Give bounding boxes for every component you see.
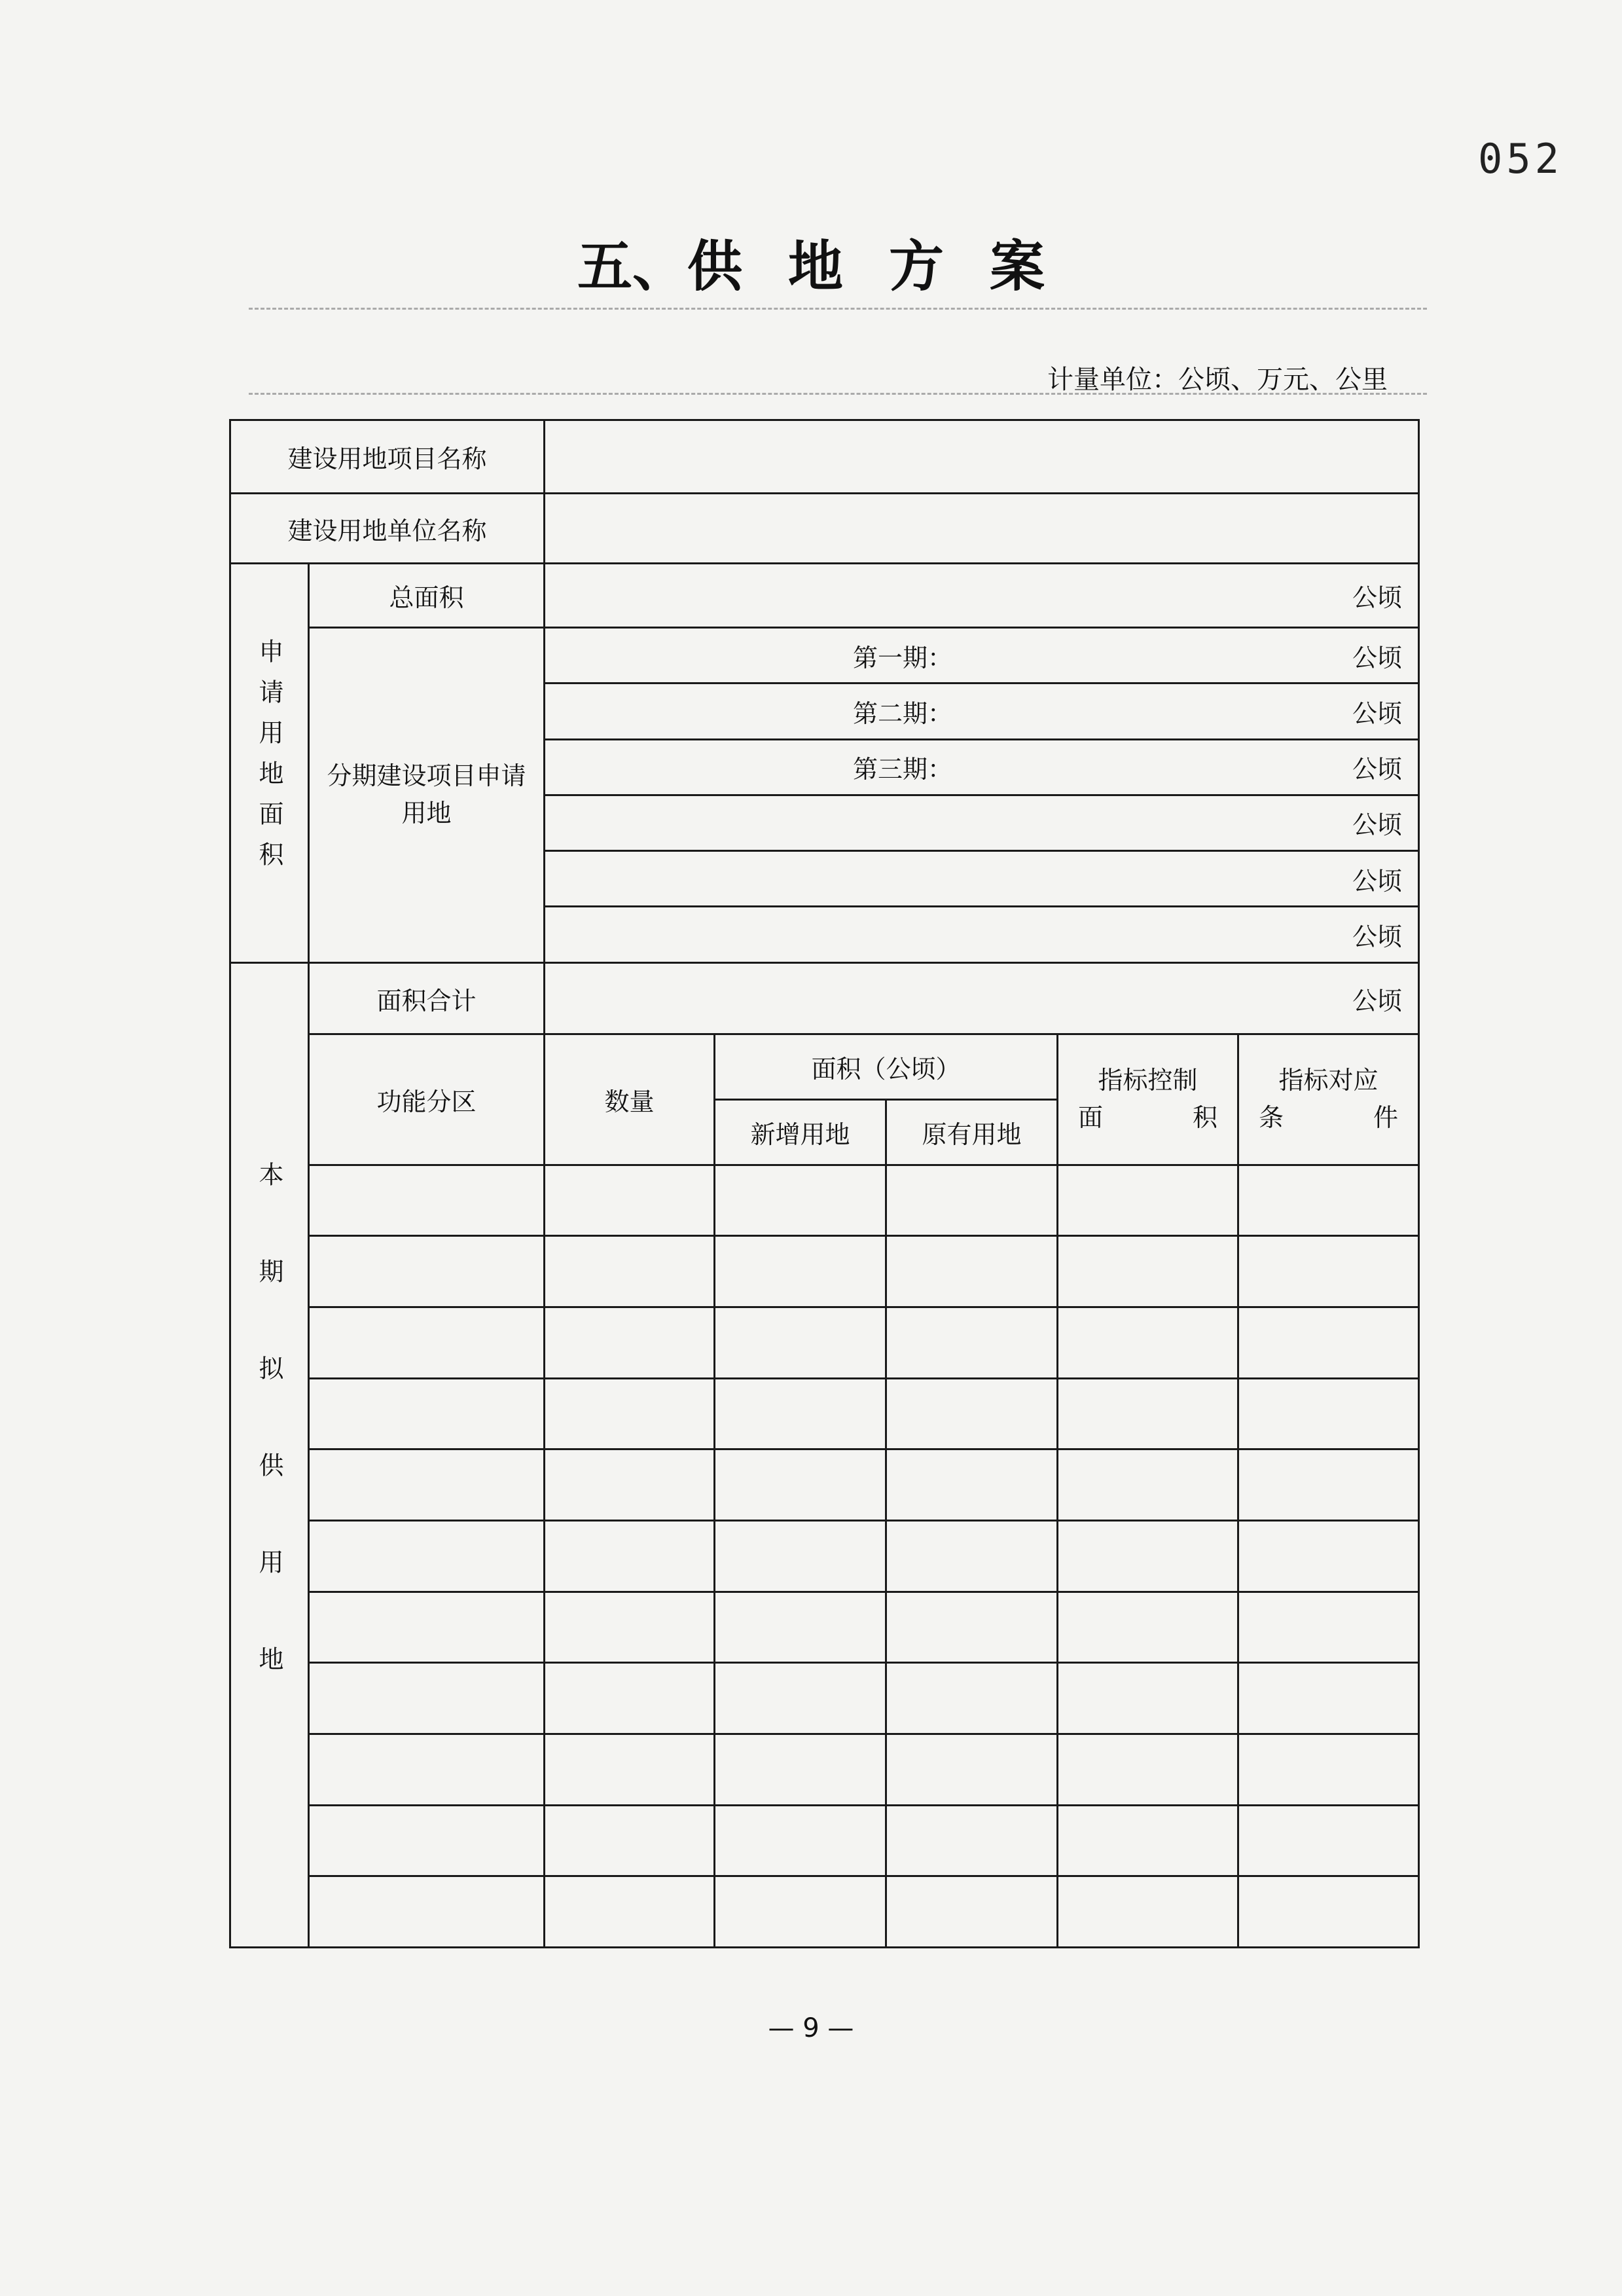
total-area-label: 总面积 — [309, 564, 545, 628]
index-condition-cell[interactable] — [1238, 1307, 1419, 1378]
area-sum-label: 面积合计 — [309, 962, 545, 1034]
index-condition-a: 条 — [1259, 1103, 1284, 1133]
page-footer: — 9 — — [768, 2013, 854, 2043]
project-name-label: 建设用地项目名称 — [230, 420, 545, 494]
index-control-cell[interactable] — [1058, 1378, 1238, 1449]
land-supply-table — [229, 419, 1420, 1948]
index-condition-header — [1238, 1034, 1419, 1165]
index-condition-cell[interactable] — [1238, 1378, 1419, 1449]
new-land-header: 新增用地 — [715, 1099, 886, 1165]
existing-land-cell[interactable] — [886, 1592, 1058, 1663]
new-land-cell[interactable] — [715, 1663, 886, 1734]
total-area-row — [230, 564, 1419, 628]
func-zone-cell[interactable] — [309, 1805, 545, 1876]
index-control-cell[interactable] — [1058, 1307, 1238, 1378]
existing-land-cell[interactable] — [886, 1449, 1058, 1521]
func-zone-cell[interactable] — [309, 1165, 545, 1236]
index-condition-cell[interactable] — [1238, 1876, 1419, 1948]
index-condition-cell[interactable] — [1238, 1449, 1419, 1521]
index-control-b: 积 — [1193, 1103, 1218, 1133]
new-land-cell[interactable] — [715, 1236, 886, 1307]
existing-land-cell[interactable] — [886, 1663, 1058, 1734]
existing-land-cell[interactable] — [886, 1165, 1058, 1236]
new-land-cell[interactable] — [715, 1165, 886, 1236]
index-control-header — [1058, 1034, 1238, 1165]
table-row — [230, 1592, 1419, 1663]
table-row — [230, 1734, 1419, 1805]
table-row — [230, 1876, 1419, 1948]
table-row — [230, 1165, 1419, 1236]
index-condition-cell[interactable] — [1238, 1663, 1419, 1734]
phase-2-value[interactable] — [545, 683, 1419, 739]
index-control-cell[interactable] — [1058, 1876, 1238, 1948]
title-part-2: 地 — [787, 234, 843, 299]
index-control-cell[interactable] — [1058, 1663, 1238, 1734]
area-sum-row — [230, 962, 1419, 1034]
title-part-3: 方 — [889, 234, 945, 299]
quantity-cell[interactable] — [545, 1734, 715, 1805]
func-zone-cell[interactable] — [309, 1307, 545, 1378]
index-control-a: 面 — [1078, 1103, 1104, 1133]
faint-rule-top — [249, 308, 1427, 310]
unit-name-row — [230, 493, 1419, 564]
phased-label: 分期建设项目申请用地 — [309, 627, 545, 962]
existing-land-cell[interactable] — [886, 1734, 1058, 1805]
quantity-cell[interactable] — [545, 1236, 715, 1307]
hectare-unit: 公顷 — [1352, 699, 1403, 728]
new-land-cell[interactable] — [715, 1592, 886, 1663]
func-zone-cell[interactable] — [309, 1734, 545, 1805]
phase-3-value[interactable] — [545, 739, 1419, 795]
quantity-cell[interactable] — [545, 1378, 715, 1449]
page-title — [0, 223, 1622, 302]
hectare-unit: 公顷 — [1352, 811, 1403, 840]
project-name-value[interactable] — [545, 420, 1419, 494]
unit-line: 计量单位：公顷、万元、公里 — [1047, 365, 1388, 395]
area-ha-header: 面积（公顷） — [715, 1034, 1058, 1100]
area-sum-value[interactable] — [545, 962, 1419, 1034]
unit-name-label: 建设用地单位名称 — [230, 493, 545, 564]
quantity-cell[interactable] — [545, 1592, 715, 1663]
func-zone-cell[interactable] — [309, 1449, 545, 1521]
new-land-cell[interactable] — [715, 1449, 886, 1521]
title-part-1: 五、供 — [577, 234, 742, 299]
index-control-line1: 指标控制 — [1098, 1066, 1198, 1095]
func-zone-header: 功能分区 — [309, 1034, 545, 1165]
quantity-header: 数量 — [545, 1034, 715, 1165]
quantity-cell[interactable] — [545, 1165, 715, 1236]
existing-land-header: 原有用地 — [886, 1099, 1058, 1165]
table-row — [230, 1805, 1419, 1876]
new-land-cell[interactable] — [715, 1876, 886, 1948]
func-zone-cell[interactable] — [309, 1876, 545, 1948]
table-row — [230, 1236, 1419, 1307]
new-land-cell[interactable] — [715, 1307, 886, 1378]
hectare-unit: 公顷 — [1352, 922, 1403, 952]
index-condition-cell[interactable] — [1238, 1734, 1419, 1805]
new-land-cell[interactable] — [715, 1378, 886, 1449]
phase-1-label: 第一期： — [853, 643, 953, 672]
unit-name-value[interactable] — [545, 493, 1419, 564]
index-condition-cell[interactable] — [1238, 1592, 1419, 1663]
quantity-cell[interactable] — [545, 1449, 715, 1521]
phase-1-row — [230, 627, 1419, 683]
phase-5-value[interactable] — [545, 851, 1419, 907]
index-control-cell[interactable] — [1058, 1805, 1238, 1876]
new-land-cell[interactable] — [715, 1734, 886, 1805]
table-row — [230, 1378, 1419, 1449]
index-condition-cell[interactable] — [1238, 1165, 1419, 1236]
new-land-cell[interactable] — [715, 1805, 886, 1876]
existing-land-cell[interactable] — [886, 1520, 1058, 1592]
existing-land-cell[interactable] — [886, 1378, 1058, 1449]
quantity-cell[interactable] — [545, 1876, 715, 1948]
apply-area-label: 申请用地面积 — [230, 564, 309, 962]
quantity-cell[interactable] — [545, 1663, 715, 1734]
index-control-cell[interactable] — [1058, 1734, 1238, 1805]
index-condition-cell[interactable] — [1238, 1520, 1419, 1592]
table-row — [230, 1520, 1419, 1592]
existing-land-cell[interactable] — [886, 1236, 1058, 1307]
quantity-cell[interactable] — [545, 1805, 715, 1876]
index-control-cell[interactable] — [1058, 1449, 1238, 1521]
title-part-4: 案 — [990, 234, 1045, 299]
project-name-row — [230, 420, 1419, 494]
index-condition-cell[interactable] — [1238, 1805, 1419, 1876]
func-zone-cell[interactable] — [309, 1663, 545, 1734]
hectare-unit: 公顷 — [1352, 986, 1403, 1015]
quantity-cell[interactable] — [545, 1307, 715, 1378]
table-row — [230, 1663, 1419, 1734]
current-supply-label: 本期拟供用地 — [230, 962, 309, 1947]
existing-land-cell[interactable] — [886, 1307, 1058, 1378]
hectare-unit: 公顷 — [1352, 643, 1403, 672]
hectare-unit: 公顷 — [1352, 866, 1403, 896]
index-control-cell[interactable] — [1058, 1520, 1238, 1592]
new-land-cell[interactable] — [715, 1520, 886, 1592]
func-zone-cell[interactable] — [309, 1378, 545, 1449]
index-control-cell[interactable] — [1058, 1165, 1238, 1236]
header-row-1 — [230, 1034, 1419, 1100]
func-zone-cell[interactable] — [309, 1520, 545, 1592]
index-control-cell[interactable] — [1058, 1592, 1238, 1663]
hectare-unit: 公顷 — [1352, 583, 1403, 613]
quantity-cell[interactable] — [545, 1520, 715, 1592]
phase-1-value[interactable] — [545, 627, 1419, 683]
phase-2-label: 第二期： — [853, 699, 953, 728]
hectare-unit: 公顷 — [1352, 755, 1403, 784]
index-condition-b: 件 — [1373, 1103, 1399, 1133]
index-control-cell[interactable] — [1058, 1236, 1238, 1307]
func-zone-cell[interactable] — [309, 1592, 545, 1663]
phase-4-value[interactable] — [545, 795, 1419, 850]
func-zone-cell[interactable] — [309, 1236, 545, 1307]
index-condition-line1: 指标对应 — [1278, 1066, 1379, 1095]
table-row — [230, 1307, 1419, 1378]
page-number: 052 — [1478, 135, 1563, 183]
existing-land-cell[interactable] — [886, 1876, 1058, 1948]
phase-6-value[interactable] — [545, 907, 1419, 962]
table-row — [230, 1449, 1419, 1521]
existing-land-cell[interactable] — [886, 1805, 1058, 1876]
index-condition-cell[interactable] — [1238, 1236, 1419, 1307]
phase-3-label: 第三期： — [853, 755, 953, 784]
total-area-value[interactable] — [545, 564, 1419, 628]
